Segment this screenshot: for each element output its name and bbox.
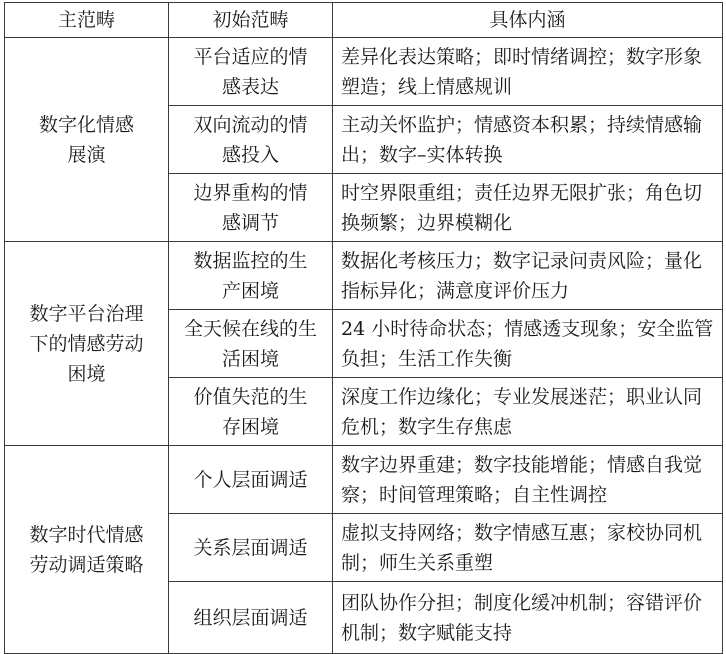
initial-category-cell <box>169 174 333 242</box>
header-row <box>5 3 723 38</box>
initial-category-label: 数据监控的生产困境 <box>193 249 308 302</box>
initial-category-label: 平台适应的情感表达 <box>193 45 308 98</box>
detail-cell: 主动关怀监护；情感资本积累；持续情感输出；数字–实体转换 <box>333 106 723 174</box>
categories-table <box>4 2 723 654</box>
detail-cell: 虚拟支持网络；数字情感互惠；家校协同机制；师生关系重塑 <box>333 514 723 582</box>
detail-cell: 数据化考核压力；数字记录问责风险；量化指标异化；满意度评价压力 <box>333 242 723 310</box>
initial-category-cell <box>169 38 333 106</box>
initial-category-label: 双向流动的情感投入 <box>193 113 308 166</box>
detail-cell: 深度工作边缘化；专业发展迷茫；职业认同危机；数字生存焦虑 <box>333 378 723 446</box>
initial-category-cell <box>169 106 333 174</box>
detail-cell: 24 小时待命状态；情感透支现象；安全监管负担；生活工作失衡 <box>333 310 723 378</box>
initial-category-cell <box>169 242 333 310</box>
initial-category-cell <box>169 446 333 514</box>
detail-cell: 差异化表达策略；即时情绪调控；数字形象塑造；线上情感规训 <box>333 38 723 106</box>
main-category-cell <box>5 38 169 242</box>
header-specific-content: 具体内涵 <box>333 3 723 38</box>
initial-category-label: 关系层面调适 <box>193 536 308 559</box>
initial-category-cell <box>169 378 333 446</box>
main-category-cell <box>5 446 169 654</box>
detail-cell: 团队协作分担；制度化缓冲机制；容错评价机制；数字赋能支持 <box>333 582 723 654</box>
detail-cell: 时空界限重组；责任边界无限扩张；角色切换频繁；边界模糊化 <box>333 174 723 242</box>
main-category-cell <box>5 242 169 446</box>
table-row <box>5 38 723 106</box>
header-initial-category: 初始范畴 <box>169 3 333 38</box>
initial-category-label: 组织层面调适 <box>193 606 308 629</box>
initial-category-label: 边界重构的情感调节 <box>193 181 308 234</box>
initial-category-cell <box>169 514 333 582</box>
table-row <box>5 242 723 310</box>
main-category-label: 数字化情感展演 <box>38 113 134 166</box>
initial-category-label: 全天候在线的生活困境 <box>183 317 317 370</box>
main-category-label: 数字时代情感劳动调适策略 <box>29 523 144 576</box>
initial-category-cell <box>169 582 333 654</box>
initial-category-label: 价值失范的生存困境 <box>193 385 308 438</box>
initial-category-cell <box>169 310 333 378</box>
initial-category-label: 个人层面调适 <box>193 468 308 491</box>
main-category-label: 数字平台治理下的情感劳动困境 <box>29 302 144 385</box>
header-main-category: 主范畴 <box>5 3 169 38</box>
detail-cell: 数字边界重建；数字技能增能；情感自我觉察；时间管理策略；自主性调控 <box>333 446 723 514</box>
table-row <box>5 446 723 514</box>
